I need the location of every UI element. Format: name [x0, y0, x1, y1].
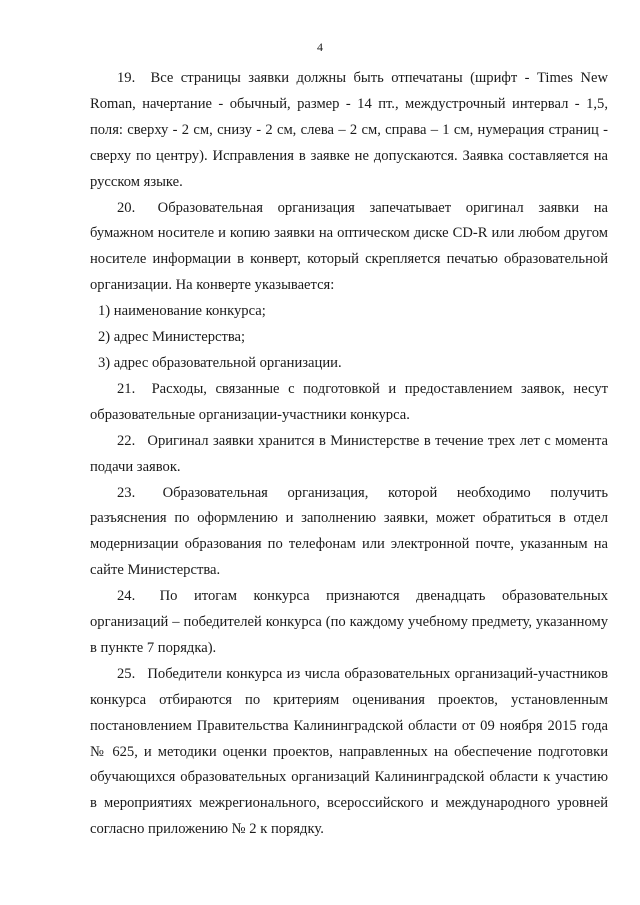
paragraph-text: Образовательная организация, которой необходимо получить разъяснения по оформлению и заполнению заявки, может обратиться в отдел модернизации образования по телефонам или электронной почте, указанным на сайте Министерства. — [90, 484, 608, 579]
paragraph-number: 19. — [117, 70, 136, 86]
document-body — [90, 66, 608, 843]
paragraph-text: Образовательная организация запечатывает оригинал заявки на бумажном носителе и копию заявки на оптическом диске CD-R или любом другом носителе информации в конверт, который скрепляется печатью образовательной организации. На конверте указывается: — [90, 199, 608, 294]
paragraph-text: Победители конкурса из числа образовательных организаций-участников конкурса отбираются по критериям оценивания проектов, установленным постановлением Правительства Калининградской области от 09 ноября 2015 года № 625, и методики оценки проектов, направленных на обеспечение подготовки обучающихся образовательных организаций Калининградской области к участию в мероприятиях межрегионального, всероссийского и международного уровней согласно приложению № 2 к порядку. — [90, 665, 608, 838]
paragraph-number: 25. — [117, 665, 136, 682]
list-item — [90, 299, 608, 325]
paragraph-22 — [90, 429, 608, 481]
list-item-text: 1) наименование конкурса; — [98, 303, 266, 320]
paragraph-25 — [90, 662, 608, 843]
paragraph-24 — [90, 584, 608, 662]
paragraph-21 — [90, 377, 608, 429]
paragraph-number: 21. — [117, 380, 136, 397]
list-item — [90, 325, 608, 351]
paragraph-text: По итогам конкурса признаются двенадцать образовательных организаций – победителей конкурса (по каждому учебному предмету, указанному в пункте 7 порядка). — [90, 588, 608, 656]
paragraph-20 — [90, 196, 608, 300]
paragraph-text: Оригинал заявки хранится в Министерстве в течение трех лет с момента подачи заявок. — [90, 432, 608, 475]
paragraph-number: 22. — [117, 432, 136, 449]
list-item-text: 3) адрес образовательной организации. — [98, 354, 342, 371]
paragraph-number: 20. — [117, 199, 136, 216]
paragraph-text: Все страницы заявки должны быть отпечатаны (шрифт - Times New Roman, начертание - обычный, размер - 14 пт., междустрочный интервал - 1,5, поля: сверху - 2 см, снизу - 2 см, слева – 2 см, справа – 1 см, нумерация страниц - сверху по центру). Исправления в заявке не допускаются. Заявка составляется на русском языке. — [90, 70, 608, 190]
paragraph-23 — [90, 481, 608, 585]
page-number: 4 — [317, 40, 323, 54]
list-item-text: 2) адрес Министерства; — [98, 329, 246, 346]
paragraph-text: Расходы, связанные с подготовкой и предоставлением заявок, несут образовательные организации-участники конкурса. — [90, 380, 608, 423]
paragraph-number: 24. — [117, 588, 136, 605]
paragraph-number: 23. — [117, 484, 136, 501]
paragraph-19 — [90, 66, 608, 196]
list-item — [90, 351, 608, 377]
